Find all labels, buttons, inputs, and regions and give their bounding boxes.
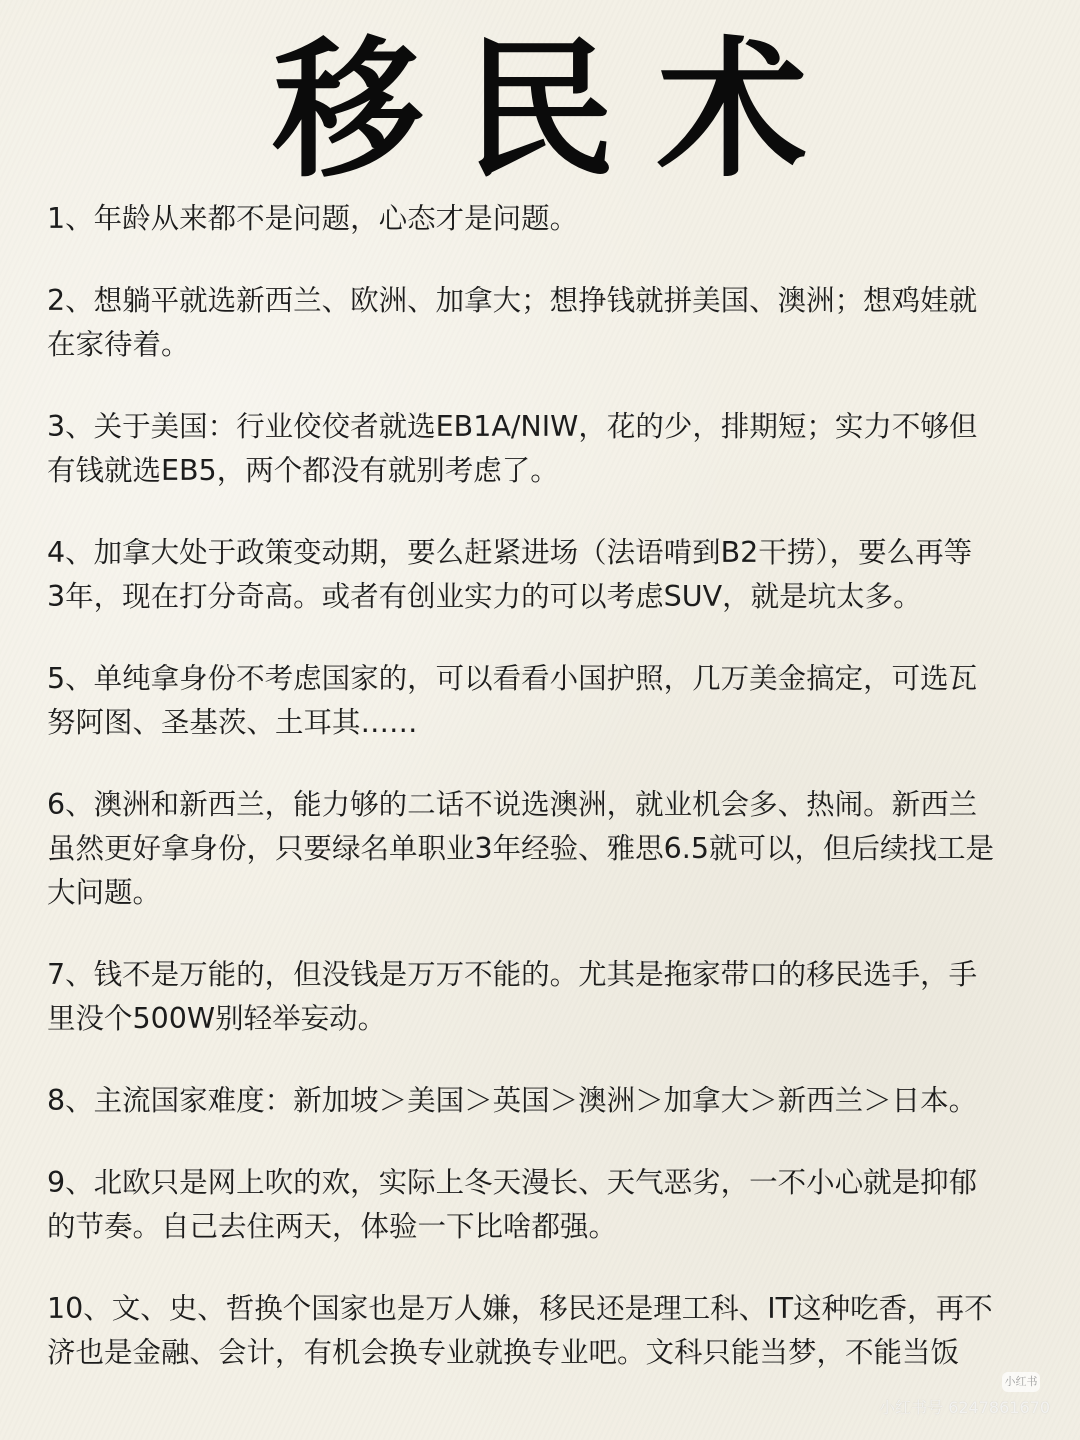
list-item-7: 7、钱不是万能的，但没钱是万万不能的。尤其是拖家带口的移民选手，手 里没个500W别轻举妄动。 [47, 958, 978, 1035]
tips-list [47, 197, 1037, 1375]
list-item-8: 8、主流国家难度：新加坡＞美国＞英国＞澳洲＞加拿大＞新西兰＞日本。 [47, 1084, 978, 1117]
list-item-4: 4、加拿大处于政策变动期，要么赶紧进场（法语啃到B2干捞），要么再等 3年，现在打分奇高。或者有创业实力的可以考虑SUV，就是坑太多。 [47, 536, 973, 613]
page-title: 移民术 [272, 22, 849, 198]
list-item-2: 2、想躺平就选新西兰、欧洲、加拿大；想挣钱就拼美国、澳洲；想鸡娃就 在家待着。 [47, 284, 978, 361]
list-item-5: 5、单纯拿身份不考虑国家的，可以看看小国护照，几万美金搞定，可选瓦 努阿图、圣基茨、土耳其…… [47, 662, 978, 739]
list-item-3: 3、关于美国：行业佼佼者就选EB1A/NIW，花的少，排期短；实力不够但 有钱就选EB5，两个都没有就别考虑了。 [47, 410, 978, 487]
watermark-logo: 小红书 [1002, 1372, 1040, 1392]
list-item-10: 10、文、史、哲换个国家也是万人嫌，移民还是理工科、IT这种吃香，再不 济也是金融、会计，有机会换专业就换专业吧。文科只能当梦，不能当饭 [47, 1292, 993, 1369]
list-item-1: 1、年龄从来都不是问题，心态才是问题。 [47, 202, 579, 235]
list-item-6: 6、澳洲和新西兰，能力够的二话不说选澳洲，就业机会多、热闹。新西兰 虽然更好拿身份，只要绿名单职业3年经验、雅思6.5就可以，但后续找工是 大问题。 [47, 788, 994, 909]
watermark-text: 小红书号 6247861670 [879, 1398, 1050, 1417]
list-item-9: 9、北欧只是网上吹的欢，实际上冬天漫长、天气恶劣，一不小心就是抑郁 的节奏。自己去住两天，体验一下比啥都强。 [47, 1166, 978, 1243]
